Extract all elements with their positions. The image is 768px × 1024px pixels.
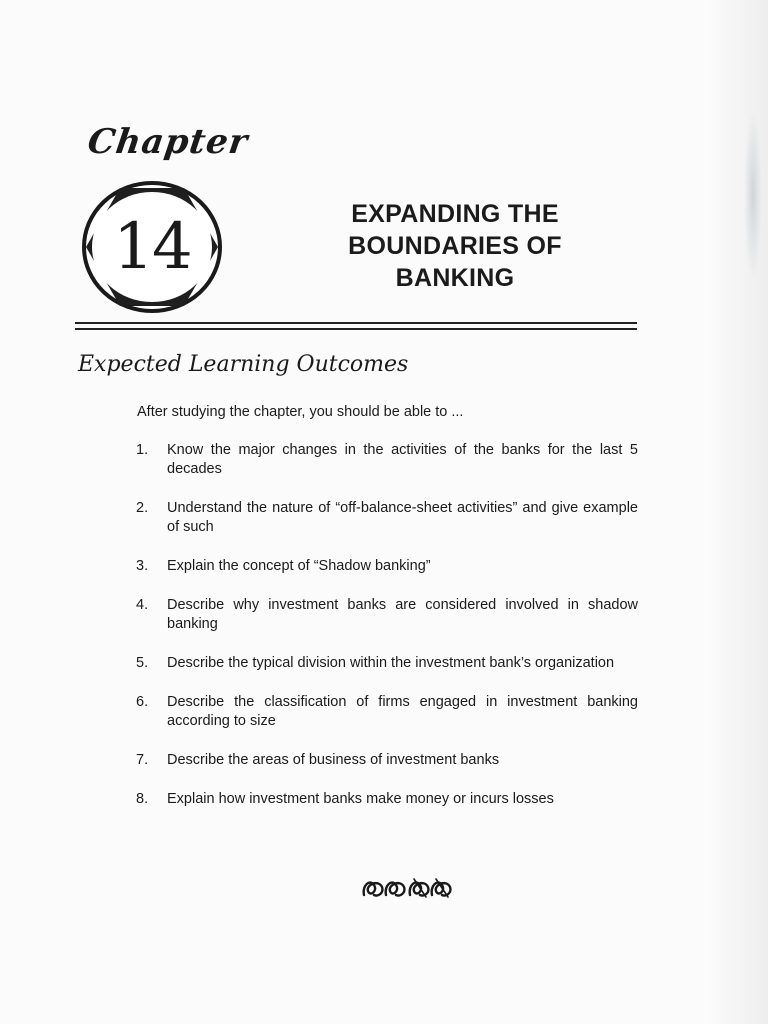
outcomes-intro: After studying the chapter, you should be able to ...: [137, 404, 464, 420]
outcome-item: [136, 654, 638, 673]
section-end-ornament: [360, 875, 456, 901]
outcome-number: 7.: [136, 752, 149, 768]
title-divider-top: [75, 322, 637, 324]
outcome-text: Describe the areas of business of investment banks: [167, 752, 500, 768]
outcomes-list: [136, 441, 638, 829]
chapter-label: Chapter: [85, 122, 251, 162]
chapter-title-line: EXPANDING THE: [351, 200, 559, 228]
title-divider-bottom: [75, 328, 637, 330]
outcome-text: Describe the classification of firms engaged in investment banking according to size: [167, 694, 638, 729]
chapter-title-line: BANKING: [395, 264, 515, 292]
chapter-title-line: BOUNDARIES OF: [348, 232, 562, 260]
outcome-number: 5.: [136, 655, 149, 671]
outcome-item: [136, 751, 638, 770]
page-edge-smudge: [744, 110, 762, 280]
outcome-item: [136, 693, 638, 731]
outcome-text: Know the major changes in the activities of the banks for the last 5 decades: [167, 442, 638, 477]
chapter-title: [320, 198, 590, 294]
outcome-number: 8.: [136, 791, 149, 807]
ornament-icon: [360, 875, 456, 901]
outcome-number: 1.: [136, 442, 149, 458]
outcome-number: 4.: [136, 597, 149, 613]
outcome-text: Describe the typical division within the investment bank’s organization: [167, 655, 615, 671]
outcome-item: [136, 557, 638, 576]
outcome-item: [136, 596, 638, 634]
outcome-text: Understand the nature of “off-balance-sheet activities” and give example of such: [167, 500, 638, 535]
chapter-number-badge: [82, 181, 222, 313]
outcome-number: 2.: [136, 500, 149, 516]
outcome-text: Describe why investment banks are considered involved in shadow banking: [167, 597, 638, 632]
outcome-text: Explain how investment banks make money or incurs losses: [167, 791, 554, 807]
outcome-item: [136, 499, 638, 537]
outcome-item: [136, 441, 638, 479]
outcome-item: [136, 790, 638, 809]
outcomes-heading: Expected Learning Outcomes: [78, 352, 409, 377]
outcome-number: 6.: [136, 694, 149, 710]
outcome-number: 3.: [136, 558, 149, 574]
chapter-number: 14: [113, 210, 191, 284]
outcome-text: Explain the concept of “Shadow banking”: [167, 558, 431, 574]
